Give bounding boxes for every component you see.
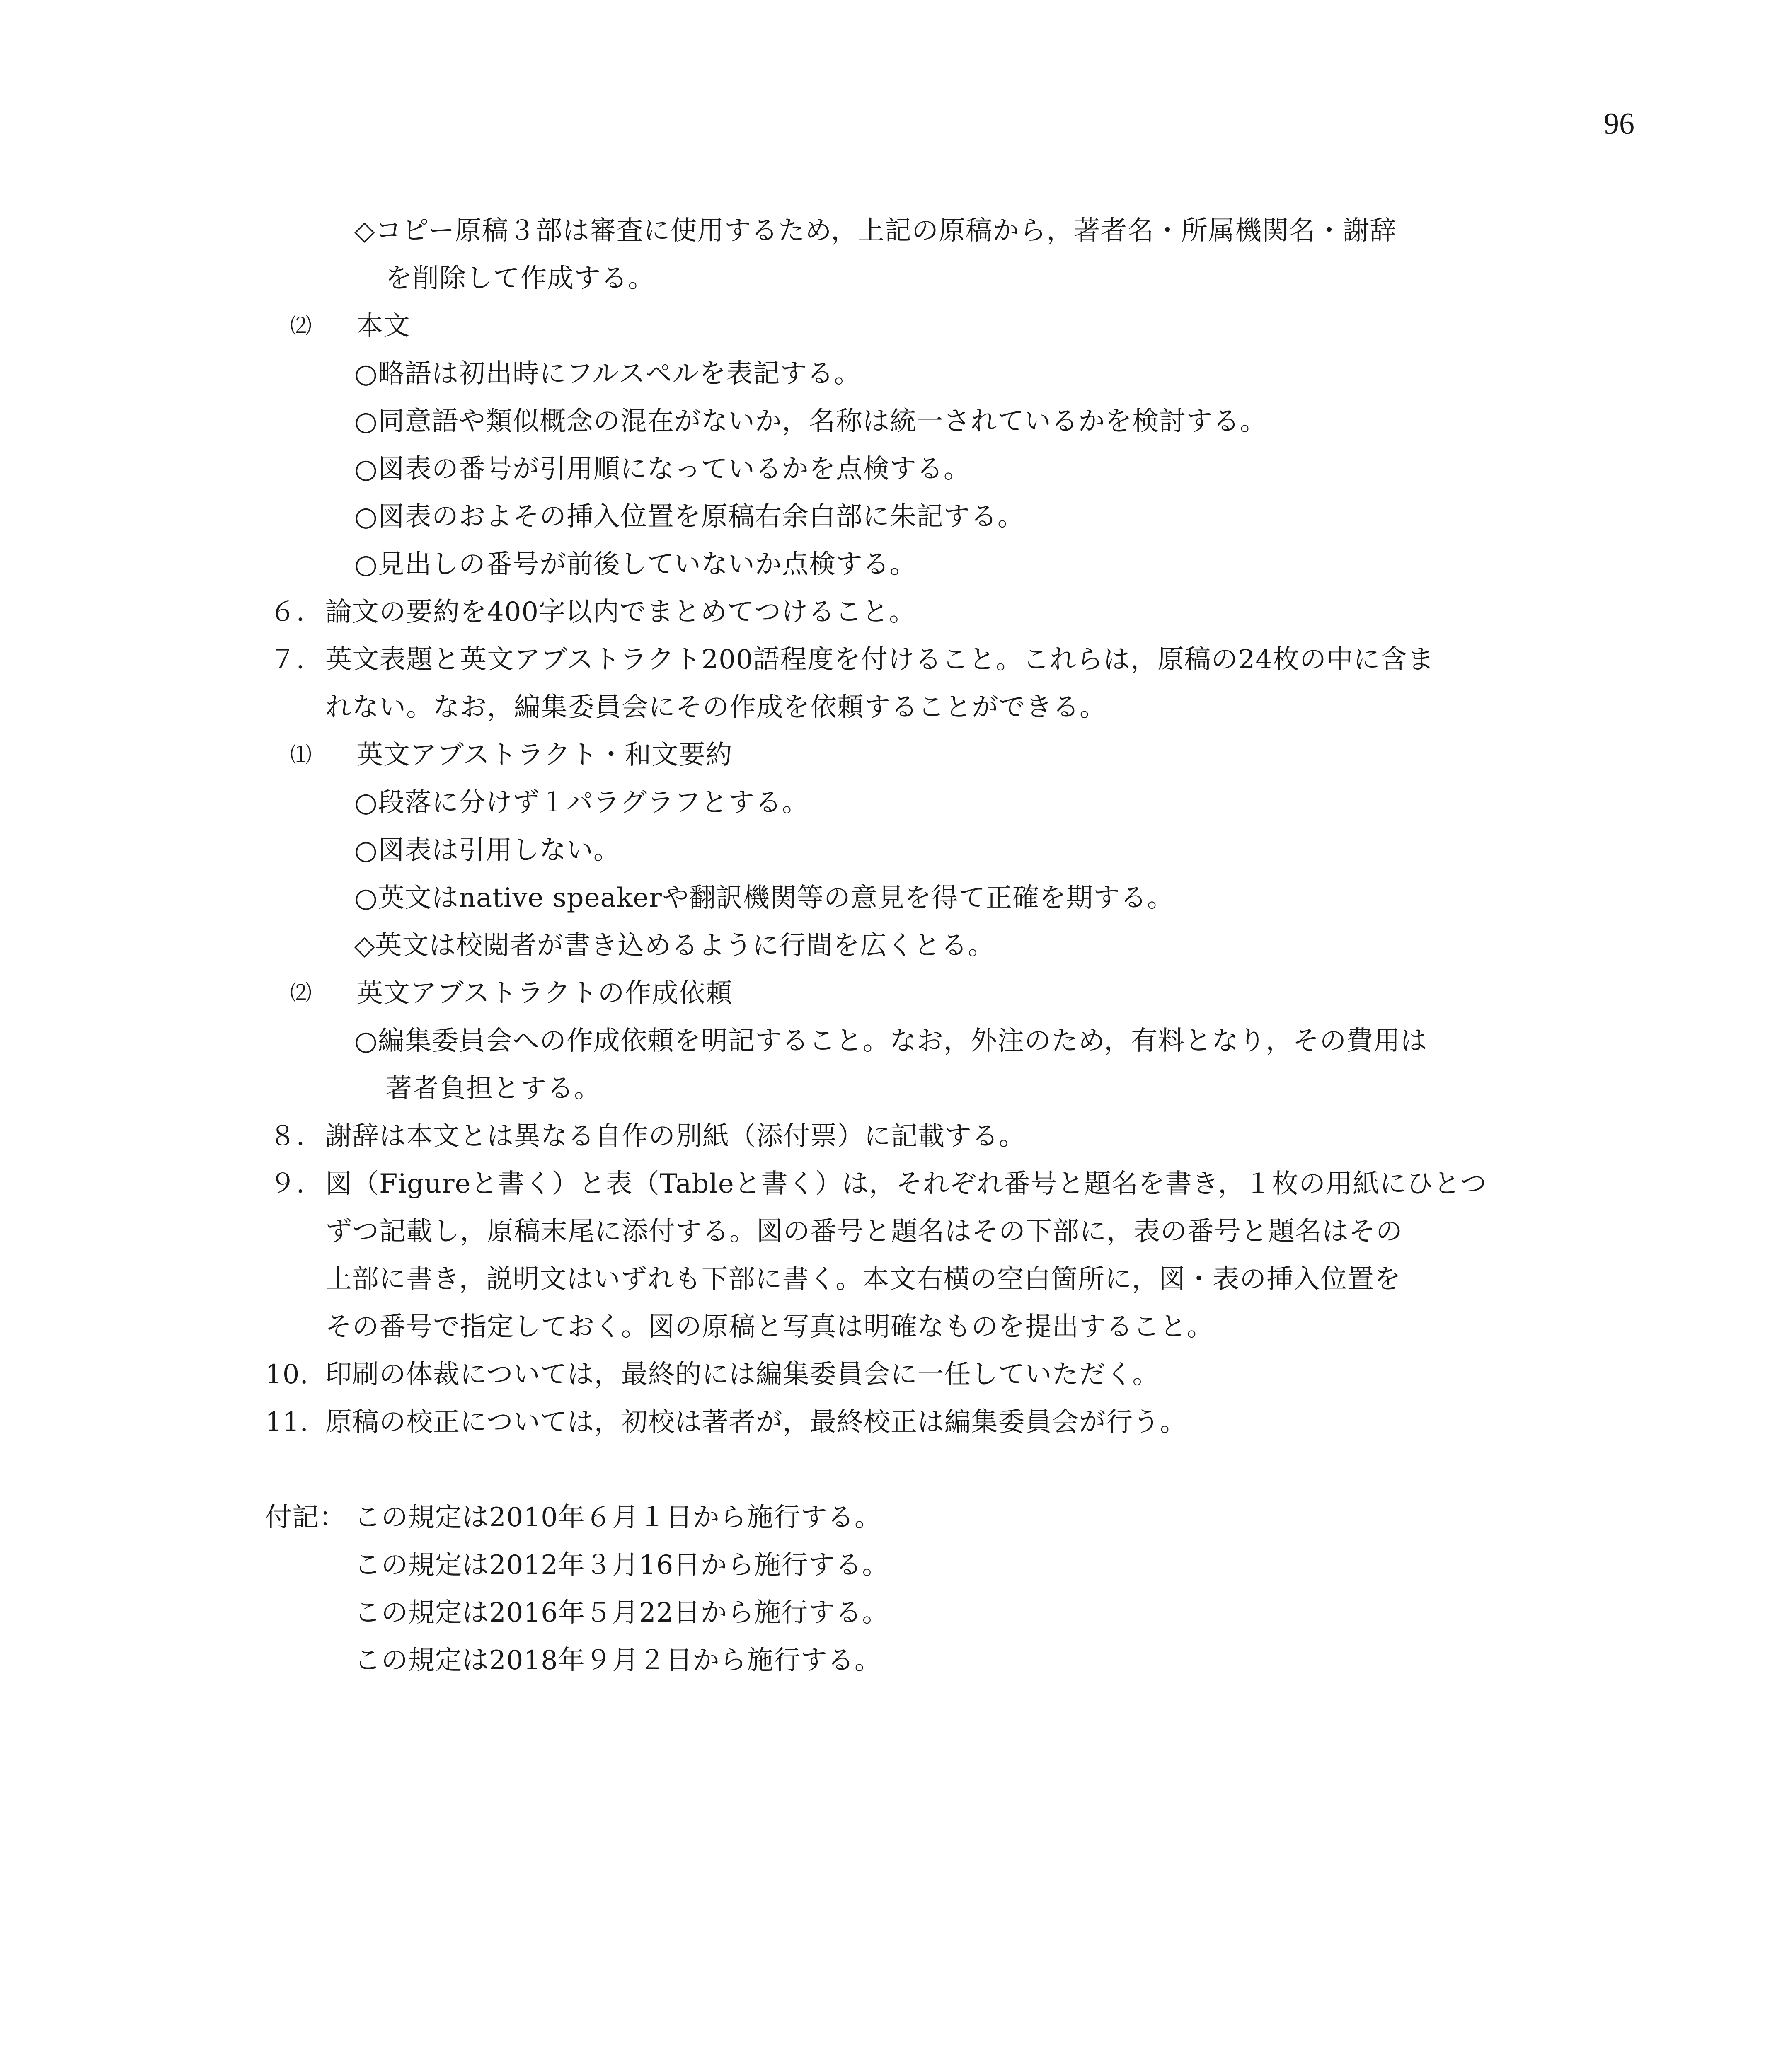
text-line	[265, 1017, 1583, 1065]
blank-line	[265, 1446, 1583, 1494]
text-line	[265, 874, 1583, 922]
line-text: ◇英文は校閲者が書き込めるように行間を広くとる。	[354, 930, 995, 961]
line-text: 英文アブストラクトの作成依頼	[356, 978, 733, 1009]
item-marker: ⑵	[290, 981, 312, 1006]
line-text: ずつ記載し，原稿末尾に添付する。図の番号と題名はその下部に，表の番号と題名はその	[325, 1216, 1403, 1247]
text-line	[265, 970, 1583, 1017]
text-line	[265, 207, 1583, 255]
line-text: ○図表は引用しない。	[354, 835, 620, 866]
line-text: 印刷の体裁については，最終的には編集委員会に一任していただく。	[325, 1359, 1160, 1390]
page-number: 96	[1604, 107, 1634, 141]
item-marker: ９．	[269, 1169, 323, 1199]
line-text: 本文	[356, 311, 410, 341]
item-marker: ⑵	[290, 314, 312, 339]
text-line	[265, 1637, 1583, 1685]
text-line	[265, 922, 1583, 970]
item-marker: ７．	[269, 644, 323, 675]
line-text: を削除して作成する。	[385, 263, 655, 294]
text-line	[265, 588, 1583, 636]
line-text: 図（Figureと書く）と表（Tableと書く）は，それぞれ番号と題名を書き，１枚の用紙にひとつ	[325, 1169, 1487, 1199]
item-marker: ８．	[269, 1121, 323, 1152]
line-text: その番号で指定しておく。図の原稿と写真は明確なものを提出すること。	[325, 1312, 1214, 1342]
text-line	[265, 1399, 1583, 1446]
line-text: この規定は2012年３月16日から施行する。	[354, 1550, 889, 1581]
text-line	[265, 1542, 1583, 1589]
text-line	[265, 779, 1583, 827]
text-line	[265, 731, 1583, 779]
text-line	[265, 1113, 1583, 1160]
line-text: 原稿の校正については，初校は著者が，最終校正は編集委員会が行う。	[325, 1407, 1187, 1438]
text-line	[265, 398, 1583, 445]
text-line	[265, 445, 1583, 493]
line-text: ○編集委員会への作成依頼を明記すること。なお，外注のため，有料となり，その費用は	[354, 1026, 1428, 1056]
line-text: 上部に書き，説明文はいずれも下部に書く。本文右横の空白箇所に，図・表の挿入位置を	[325, 1264, 1402, 1295]
line-text: ◇コピー原稿３部は審査に使用するため，上記の原稿から，著者名・所属機関名・謝辞	[354, 215, 1397, 246]
item-marker: 10.	[265, 1359, 309, 1390]
text-line	[265, 1589, 1583, 1637]
line-text: ○段落に分けず１パラグラフとする。	[354, 787, 809, 818]
text-line	[265, 350, 1583, 398]
text-line	[265, 1494, 1583, 1542]
item-marker: ⑴	[290, 743, 312, 767]
text-line	[265, 1351, 1583, 1399]
line-text: 論文の要約を400字以内でまとめてつけること。	[325, 597, 916, 627]
line-text: れない。なお，編集委員会にその作成を依頼することができる。	[325, 692, 1106, 723]
line-text: この規定は2010年６月１日から施行する。	[354, 1502, 881, 1533]
text-line	[265, 684, 1583, 731]
item-marker: ６．	[269, 597, 323, 627]
line-text: ○英文はnative speakerや翻訳機関等の意見を得て正確を期する。	[354, 883, 1174, 913]
text-line	[265, 1208, 1583, 1256]
line-text: 英文表題と英文アブストラクト200語程度を付けること。これらは，原稿の24枚の中に含ま	[325, 644, 1435, 675]
line-text: ○図表のおよその挿入位置を原稿右余白部に朱記する。	[354, 501, 1024, 532]
text-line	[265, 1160, 1583, 1208]
line-text: ○見出しの番号が前後していないか点検する。	[354, 549, 917, 580]
document-body	[265, 207, 1583, 1685]
text-line	[265, 493, 1583, 541]
text-line	[265, 636, 1583, 684]
text-line	[265, 1303, 1583, 1351]
text-line	[265, 303, 1583, 350]
item-marker: 付記：	[265, 1502, 346, 1533]
text-line	[265, 541, 1583, 588]
line-text: ○図表の番号が引用順になっているかを点検する。	[354, 454, 971, 484]
line-text: この規定は2018年９月２日から施行する。	[354, 1645, 881, 1676]
line-text: ○同意語や類似概念の混在がないか，名称は統一されているかを検討する。	[354, 406, 1267, 437]
line-text: 英文アブストラクト・和文要約	[356, 740, 733, 770]
item-marker: 11.	[265, 1407, 309, 1438]
text-line	[265, 1256, 1583, 1303]
line-text: 謝辞は本文とは異なる自作の別紙（添付票）に記載する。	[325, 1121, 1026, 1152]
text-line	[265, 255, 1583, 303]
line-text: 著者負担とする。	[385, 1073, 601, 1104]
line-text: この規定は2016年５月22日から施行する。	[354, 1598, 889, 1628]
text-line	[265, 1065, 1583, 1113]
line-text: ○略語は初出時にフルスペルを表記する。	[354, 358, 861, 389]
text-line	[265, 827, 1583, 874]
